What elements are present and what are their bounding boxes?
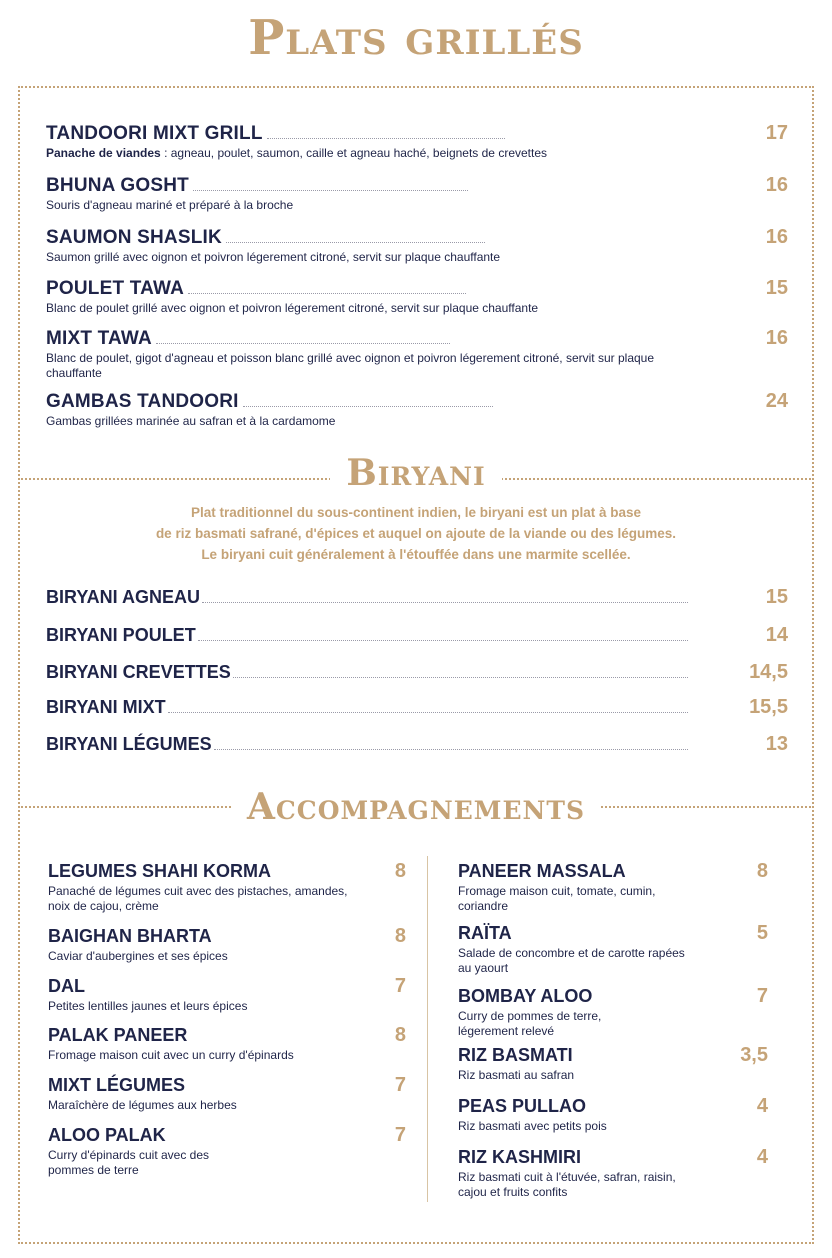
item-price: 16	[765, 327, 789, 349]
dot-leader	[202, 602, 688, 603]
item-name: PANEER MASSALA	[458, 861, 626, 881]
item-name: PALAK PANEER	[48, 1025, 188, 1045]
item-description: Blanc de poulet grillé avec oignon et poivron légerement citroné, servit sur plaque chauffante	[46, 301, 539, 315]
item-name: BIRYANI CREVETTES	[46, 662, 231, 682]
dot-leader	[214, 749, 688, 750]
item-price: 4	[756, 1095, 768, 1117]
side-item	[458, 1146, 768, 1200]
item-price: 8	[394, 925, 406, 947]
dot-leader	[156, 343, 450, 344]
item-description: Souris d'agneau mariné et préparé à la broche	[46, 198, 294, 212]
item-price: 5	[756, 922, 768, 944]
item-description: Riz basmati avec petits pois	[458, 1119, 607, 1133]
item-name: BIRYANI AGNEAU	[46, 587, 201, 607]
item-description: Fromage maison cuit avec un curry d'épinards	[48, 1048, 294, 1062]
biryani-intro	[0, 502, 832, 565]
item-name: MIXT LÉGUMES	[48, 1075, 186, 1095]
item-description: Gambas grillées marinée au safran et à la cardamome	[46, 414, 336, 428]
side-item	[48, 925, 406, 964]
menu-item	[46, 174, 788, 213]
menu-item	[46, 122, 788, 161]
side-item	[48, 1074, 406, 1113]
item-price: 7	[394, 975, 406, 997]
item-name: BAIGHAN BHARTA	[48, 926, 212, 946]
side-item	[458, 860, 768, 914]
item-description: Fromage maison cuit, tomate, cumin, coriandre	[458, 884, 656, 913]
dot-leader	[198, 640, 688, 641]
item-description: Panaché de légumes cuit avec des pistaches, amandes, noix de cajou, crème	[48, 884, 348, 913]
dot-leader	[226, 242, 485, 243]
menu-item	[46, 277, 788, 316]
item-name: DAL	[48, 976, 85, 996]
intro-line: Plat traditionnel du sous-continent indien, le biryani est un plat à base	[190, 505, 642, 520]
page-title: Plats grillés	[248, 10, 584, 66]
item-description: Riz basmati cuit à l'étuvée, safran, raisin, cajou et fruits confits	[458, 1170, 676, 1199]
item-description: Caviar d'aubergines et ses épices	[48, 949, 228, 963]
menu-item	[46, 390, 788, 429]
item-name: BOMBAY ALOO	[458, 986, 593, 1006]
item-price: 8	[756, 860, 768, 882]
item-name: ALOO PALAK	[48, 1125, 166, 1145]
dot-leader	[243, 406, 494, 407]
item-description: Riz basmati au safran	[458, 1068, 575, 1082]
item-description: Curry d'épinards cuit avec des pommes de terre	[48, 1148, 210, 1177]
item-price: 15,5	[749, 696, 788, 718]
item-price: 8	[394, 1024, 406, 1046]
item-name: POULET TAWA	[46, 278, 185, 299]
item-price: 16	[765, 174, 788, 196]
item-price: 16	[765, 226, 789, 248]
biryani-item	[46, 661, 788, 684]
item-name: MIXT TAWA	[46, 328, 152, 349]
item-description: Salade de concombre et de carotte rapées au yaourt	[458, 946, 685, 975]
item-description: Curry de pommes de terre, légerement relevé	[458, 1009, 602, 1038]
item-price: 7	[394, 1074, 406, 1096]
side-item	[48, 1024, 406, 1063]
item-name: PEAS PULLAO	[458, 1096, 587, 1116]
item-name: RIZ BASMATI	[458, 1045, 573, 1065]
item-name: GAMBAS TANDOORI	[46, 391, 239, 412]
side-item	[48, 1124, 406, 1178]
item-price: 4	[756, 1146, 768, 1168]
section-title: Accompagnements	[231, 786, 601, 828]
item-description: Saumon grillé avec oignon et poivron légerement citroné, servit sur plaque chauffante	[46, 250, 501, 264]
side-item	[458, 922, 768, 976]
dot-leader	[168, 712, 688, 713]
intro-line: Le biryani cuit généralement à l'étouffée dans une marmite scellée.	[201, 547, 631, 562]
item-price: 3,5	[740, 1044, 768, 1066]
item-price: 7	[394, 1124, 406, 1146]
intro-line: de riz basmati safrané, d'épices et auquel on ajoute de la viande ou des légumes.	[155, 526, 677, 541]
section-header-accompagnements	[0, 786, 832, 828]
biryani-item	[46, 696, 788, 719]
item-name: BIRYANI LÉGUMES	[46, 734, 212, 754]
item-name: BHUNA GOSHT	[46, 175, 189, 196]
item-price: 24	[765, 390, 789, 412]
item-description: Petites lentilles jaunes et leurs épices	[48, 999, 248, 1013]
side-item	[458, 1044, 768, 1083]
menu-item	[46, 226, 788, 265]
item-name: TANDOORI MIXT GRILL	[46, 123, 263, 144]
biryani-item	[46, 733, 788, 756]
item-price: 8	[394, 860, 406, 882]
dot-leader	[267, 138, 506, 139]
item-name: BIRYANI POULET	[46, 625, 196, 645]
item-description: Blanc de poulet, gigot d'agneau et poisson blanc grillé avec oignon et poivron légerement citroné, servit sur plaque chauffante	[46, 351, 655, 380]
item-name: LEGUMES SHAHI KORMA	[48, 861, 272, 881]
dot-leader	[188, 293, 466, 294]
biryani-item	[46, 624, 788, 647]
item-name: BIRYANI MIXT	[46, 697, 166, 717]
column-divider	[427, 856, 428, 1202]
item-name: RAÏTA	[458, 923, 512, 943]
item-price: 13	[765, 733, 788, 755]
section-header-biryani	[0, 452, 832, 494]
item-description: Panache de viandes : agneau, poulet, saumon, caille et agneau haché, beignets de crevettes	[46, 146, 548, 160]
dot-leader	[233, 677, 688, 678]
item-name: RIZ KASHMIRI	[458, 1147, 581, 1167]
side-item	[458, 1095, 768, 1134]
side-item	[48, 860, 406, 914]
item-price: 7	[756, 985, 768, 1007]
item-price: 15	[765, 277, 789, 299]
item-price: 14	[765, 624, 788, 646]
side-item	[48, 975, 406, 1014]
item-price: 17	[765, 122, 788, 144]
dot-leader	[193, 190, 469, 191]
biryani-item	[46, 586, 788, 609]
item-price: 14,5	[749, 661, 788, 683]
menu-item	[46, 327, 788, 381]
item-name: SAUMON SHASLIK	[46, 227, 222, 248]
section-title: Biryani	[330, 452, 501, 494]
item-price: 15	[765, 586, 788, 608]
item-description: Maraîchère de légumes aux herbes	[48, 1098, 237, 1112]
side-item	[458, 985, 768, 1039]
